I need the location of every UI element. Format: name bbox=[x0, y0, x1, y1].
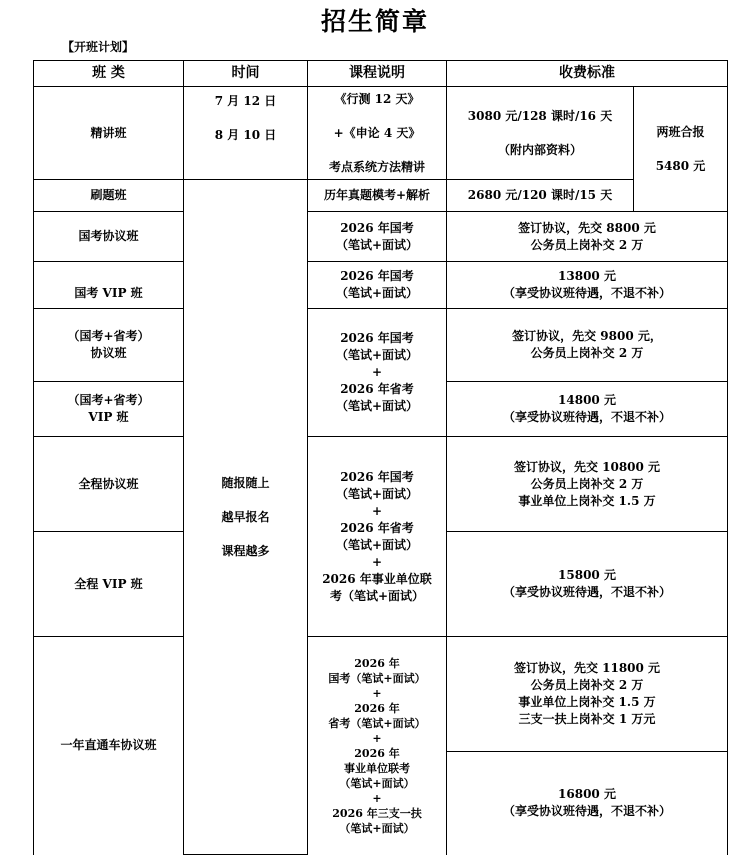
fee-cell: 3080 元/128 课时/16 天 （附内部资料） bbox=[447, 87, 634, 180]
table-row bbox=[34, 87, 728, 180]
fee-cell: 签订协议，先交 8800 元 公务员上岗补交 2 万 bbox=[447, 212, 728, 262]
class-name: （国考+省考） VIP 班 bbox=[34, 382, 184, 437]
class-name: 精讲班 bbox=[34, 87, 184, 180]
header-class-type: 班 类 bbox=[34, 61, 184, 87]
fee-cell: 签订协议，先交 11800 元 公务员上岗补交 2 万 事业单位上岗补交 1.5 万 三支一扶上岗补交 1 万元 bbox=[447, 637, 728, 752]
fee-cell: 2680 元/120 课时/15 天 bbox=[447, 180, 634, 212]
table-row bbox=[34, 262, 728, 309]
table-row bbox=[34, 309, 728, 382]
class-name: 一年直通车协议班 bbox=[34, 637, 184, 855]
header-fee: 收费标准 bbox=[447, 61, 728, 87]
class-name: 全程协议班 bbox=[34, 437, 184, 532]
fee-cell: 15800 元 （享受协议班待遇，不退不补） bbox=[447, 532, 728, 637]
section-label: 【开班计划】 bbox=[62, 40, 135, 54]
header-time: 时间 bbox=[184, 61, 308, 87]
class-name: 国考协议班 bbox=[34, 212, 184, 262]
table-row bbox=[34, 437, 728, 532]
course-cell: 历年真题模考+解析 bbox=[308, 180, 447, 212]
page-title: 招生简章 bbox=[320, 7, 429, 36]
time-cell: 7 月 12 日 8 月 10 日 bbox=[184, 87, 308, 180]
table-row bbox=[34, 637, 728, 752]
class-name: 刷题班 bbox=[34, 180, 184, 212]
shared-time-cell: 随报随上 越早报名 课程越多 bbox=[184, 180, 308, 855]
fee-cell: 14800 元 （享受协议班待遇，不退不补） bbox=[447, 382, 728, 437]
course-cell: 《行测 12 天》 +《申论 4 天》 考点系统方法精讲 bbox=[308, 87, 447, 180]
course-cell: 2026 年 国考（笔试+面试） + 2026 年 省考（笔试+面试） + 2026 年 事业单位联考 （笔试+面试） + 2026 年三支一扶 （笔试+面试） bbox=[308, 637, 447, 855]
course-cell: 2026 年国考 （笔试+面试） + 2026 年省考 （笔试+面试） + 2026 年事业单位联 考（笔试+面试） bbox=[308, 437, 447, 637]
combo-price-cell: 两班合报 5480 元 bbox=[634, 87, 728, 212]
enrollment-table bbox=[33, 60, 728, 855]
class-name: 全程 VIP 班 bbox=[34, 532, 184, 637]
fee-cell: 16800 元 （享受协议班待遇，不退不补） bbox=[447, 752, 728, 855]
course-cell: 2026 年国考 （笔试+面试） bbox=[308, 262, 447, 309]
table-row bbox=[34, 212, 728, 262]
table-header-row bbox=[34, 61, 728, 87]
fee-cell: 13800 元 （享受协议班待遇，不退不补） bbox=[447, 262, 728, 309]
fee-cell: 签订协议，先交 9800 元， 公务员上岗补交 2 万 bbox=[447, 309, 728, 382]
course-cell: 2026 年国考 （笔试+面试） bbox=[308, 212, 447, 262]
table-row bbox=[34, 180, 728, 212]
header-course: 课程说明 bbox=[308, 61, 447, 87]
fee-cell: 签订协议，先交 10800 元 公务员上岗补交 2 万 事业单位上岗补交 1.5 万 bbox=[447, 437, 728, 532]
course-cell: 2026 年国考 （笔试+面试） + 2026 年省考 （笔试+面试） bbox=[308, 309, 447, 437]
class-name: （国考+省考） 协议班 bbox=[34, 309, 184, 382]
class-name: 国考 VIP 班 bbox=[34, 262, 184, 309]
